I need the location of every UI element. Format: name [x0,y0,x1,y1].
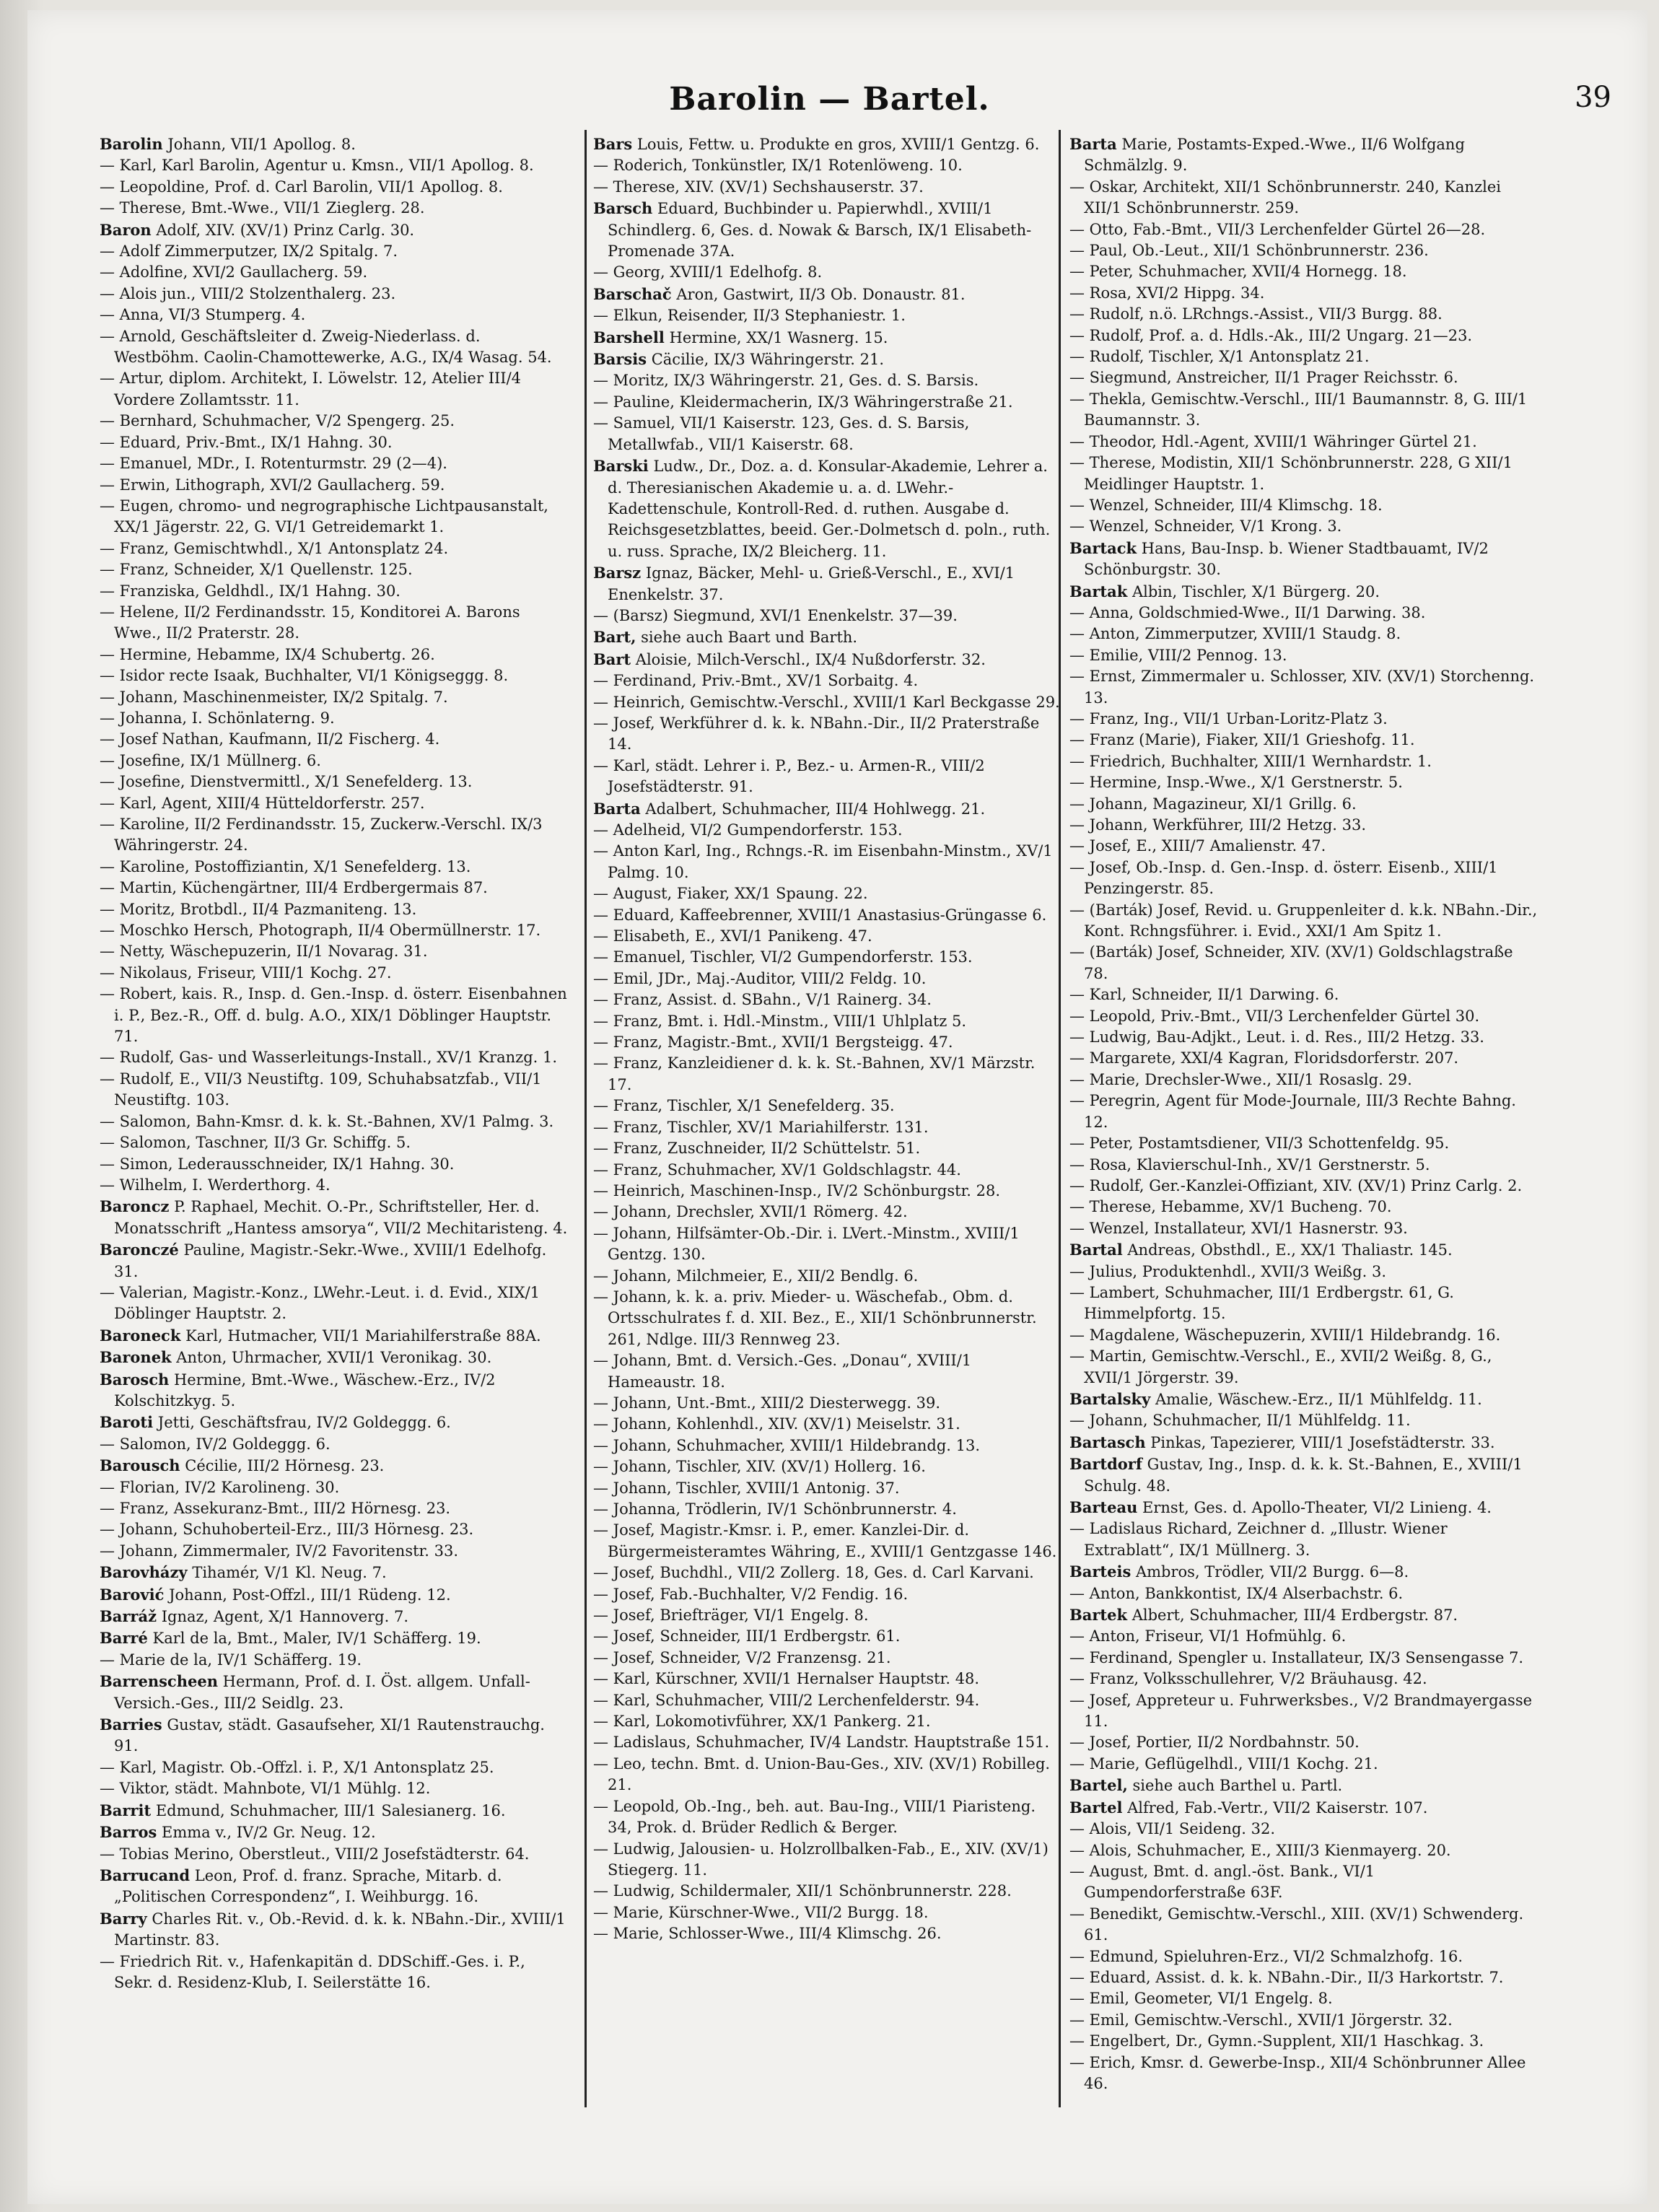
directory-entry: — Therese, Hebamme, XV/1 Bucheng. 70. [1069,1198,1392,1216]
directory-entry: — Karl, Schuhmacher, VIII/2 Lerchenfelderstr. 94. [593,1691,980,1709]
directory-entry: — Anton, Bankkontist, IX/4 Alserbachstr. 6. [1069,1584,1404,1602]
directory-entry: Bartak Albin, Tischler, X/1 Bürgerg. 20. [1069,582,1380,600]
directory-entry: — Johann, Tischler, XIV. (XV/1) Hollerg. 16. [593,1458,926,1476]
directory-entry: — Johann, Hilfsämter-Ob.-Dir. i. LVert.-Minstm., XVIII/1 Gentzg. 130. [593,1224,1020,1264]
directory-entry: Barosch Hermine, Bmt.-Wwe., Wäschew.-Erz., IV/2 Kolschitzkyg. 5. [100,1370,496,1409]
directory-entry: — Oskar, Architekt, XII/1 Schönbrunnerstr. 240, Kanzlei XII/1 Schönbrunnerstr. 259. [1069,178,1501,217]
directory-entry: — Anna, VI/3 Stumperg. 4. [100,306,306,324]
directory-entry: — Emilie, VIII/2 Pennog. 13. [1069,646,1287,664]
directory-entry: — Johann, k. k. a. priv. Mieder- u. Wäschefab., Obm. d. Ortsschulrates f. d. XII. Bez., E., XII/1 Schönbrunnerstr. 261, Ndlge. III/3 Rennweg 23. [593,1288,1037,1348]
directory-entry: Barsz Ignaz, Bäcker, Mehl- u. Grieß-Verschl., E., XVI/1 Enenkelstr. 37. [593,564,1015,603]
directory-column-3 [1069,134,1538,2111]
directory-entry: — Karl, Karl Barolin, Agentur u. Kmsn., VII/1 Apollog. 8. [100,157,534,175]
directory-entry: — Josef, E., XIII/7 Amalienstr. 47. [1069,837,1326,855]
directory-entry: Barráž Ignaz, Agent, X/1 Hannoverg. 7. [100,1607,409,1626]
directory-entry: — Margarete, XXI/4 Kagran, Floridsdorferstr. 207. [1069,1049,1459,1067]
directory-entry: — Karl, Magistr. Ob.-Offzl. i. P., X/1 Antonsplatz 25. [100,1758,494,1776]
directory-column-2 [593,134,1062,2111]
running-title: Barolin — Bartel. [669,81,990,118]
directory-entry: Bartack Hans, Bau-Insp. b. Wiener Stadtbauamt, IV/2 Schönburgstr. 30. [1069,538,1489,579]
directory-entry: — Theodor, Hdl.-Agent, XVIII/1 Währinger Gürtel 21. [1069,432,1477,450]
directory-entry: Barović Johann, Post-Offzl., III/1 Rüdeng. 12. [100,1585,451,1604]
directory-entry: Barrenscheen Hermann, Prof. d. I. Öst. allgem. Unfall-Versich.-Ges., III/2 Seidlg. 23. [100,1672,530,1712]
directory-entry: — Emanuel, Tischler, VI/2 Gumpendorferstr. 153. [593,948,973,966]
directory-entry: Barovházy Tihamér, V/1 Kl. Neug. 7. [100,1563,387,1582]
directory-entry: Barré Karl de la, Bmt., Maler, IV/1 Schäfferg. 19. [100,1629,481,1648]
directory-entry: — Josef, Schneider, III/1 Erdbergstr. 61. [593,1627,901,1645]
directory-entry: — Valerian, Magistr.-Konz., LWehr.-Leut. i. d. Evid., XIX/1 Döblinger Hauptstr. 2. [100,1283,540,1323]
directory-entry: — Josef, Werkführer d. k. k. NBahn.-Dir., II/2 Praterstraße 14. [593,714,1040,753]
directory-entry: — Adelheid, VI/2 Gumpendorferstr. 153. [593,821,903,839]
directory-entry: — Josef, Schneider, V/2 Franzensg. 21. [593,1648,891,1666]
directory-entry: Bartal Andreas, Obsthdl., E., XX/1 Thaliastr. 145. [1069,1241,1453,1259]
directory-entry: Barrucand Leon, Prof. d. franz. Sprache, Mitarb. d. „Politischen Correspondenz“, I. Weihburgg. 16. [100,1866,502,1906]
directory-entry: — Johann, Tischler, XVIII/1 Antonig. 37. [593,1479,900,1497]
directory-entry: — Josef Nathan, Kaufmann, II/2 Fischerg. 4. [100,730,440,748]
directory-entry: — (Barták) Josef, Revid. u. Gruppenleiter d. k.k. NBahn.-Dir., Kont. Rchngsführer. i. Evid., XXI/1 Am Spitz 1. [1069,901,1538,940]
directory-entry: — August, Fiaker, XX/1 Spaung. 22. [593,885,868,903]
directory-entry: — Franz, Gemischtwhdl., X/1 Antonsplatz 24. [100,539,449,557]
directory-entry: — Franz, Volksschullehrer, V/2 Bräuhausg. 42. [1069,1670,1427,1688]
directory-entry: — Johanna, I. Schönlaterng. 9. [100,709,335,727]
directory-entry: — (Barsz) Siegmund, XVI/1 Enenkelstr. 37—39. [593,606,958,624]
directory-entry: — Rudolf, n.ö. LRchngs.-Assist., VII/3 Burgg. 88. [1069,305,1443,323]
directory-entry: Baronczé Pauline, Magistr.-Sekr.-Wwe., XVIII/1 Edelhofg. 31. [100,1241,547,1280]
directory-entry: — Franz (Marie), Fiaker, XII/1 Grieshofg. 11. [1069,731,1415,749]
directory-entry: — Martin, Gemischtw.-Verschl., E., XVII/2 Weißg. 8, G., XVII/1 Jörgerstr. 39. [1069,1347,1492,1386]
directory-entry: — August, Bmt. d. angl.-öst. Bank., VI/1 Gumpendorferstraße 63F. [1069,1862,1375,1902]
directory-entry: — Elkun, Reisender, II/3 Stephaniestr. 1. [593,307,906,325]
directory-entry: — Franz, Ing., VII/1 Urban-Loritz-Platz 3. [1069,709,1388,727]
directory-entry: — Franz, Tischler, X/1 Senefelderg. 35. [593,1097,895,1115]
directory-entry: — Robert, kais. R., Insp. d. Gen.-Insp. d. österr. Eisenbahnen i. P., Bez.-R., Off. d. bulg. A.O., XIX/1 Döblinger Hauptstr. 71. [100,985,567,1046]
directory-entry: — Paul, Ob.-Leut., XII/1 Schönbrunnerstr. 236. [1069,242,1429,260]
directory-entry: — Franz, Assekuranz-Bmt., III/2 Hörnesg. 23. [100,1500,451,1517]
directory-entry: Barsch Eduard, Buchbinder u. Papierwhdl., XVIII/1 Schindlerg. 6, Ges. d. Nowak & Barsch, IX/1 Elisabeth-Promenade 37A. [593,199,1032,261]
directory-entry: — Marie de la, IV/1 Schäfferg. 19. [100,1651,362,1669]
directory-entry: — Johann, Schuhmacher, II/1 Mühlfeldg. 11. [1069,1412,1411,1430]
directory-entry: — Samuel, VII/1 Kaiserstr. 123, Ges. d. S. Barsis, Metallwfab., VII/1 Kaiserstr. 68. [593,414,970,453]
directory-entry: — Ludwig, Jalousien- u. Holzrollbalken-Fab., E., XIV. (XV/1) Stiegerg. 11. [593,1840,1049,1879]
directory-entry: — Wilhelm, I. Werderthorg. 4. [100,1176,331,1194]
directory-entry: — Nikolaus, Friseur, VIII/1 Kochg. 27. [100,963,392,982]
directory-entry: — Franz, Schneider, X/1 Quellenstr. 125. [100,561,413,579]
directory-entry: — Magdalene, Wäschepuzerin, XVIII/1 Hildebrandg. 16. [1069,1326,1501,1344]
directory-entry: — Franz, Schuhmacher, XV/1 Goldschlagstr. 44. [593,1160,961,1179]
directory-entry: Bart Aloisie, Milch-Verschl., IX/4 Nußdorferstr. 32. [593,650,986,668]
directory-entry: — Marie, Schlosser-Wwe., III/4 Klimschg. 26. [593,1925,942,1943]
directory-entry: — Rudolf, Ger.-Kanzlei-Offiziant, XIV. (XV/1) Prinz Carlg. 2. [1069,1176,1523,1194]
directory-entry: — Johann, Schuhmacher, XVIII/1 Hildebrandg. 13. [593,1436,981,1454]
directory-entry: — Julius, Produktenhdl., XVII/3 Weißg. 3. [1069,1262,1387,1280]
directory-entry: Baronek Anton, Uhrmacher, XVII/1 Veronikag. 30. [100,1348,492,1367]
directory-entry: — Therese, Bmt.-Wwe., VII/1 Zieglerg. 28. [100,199,425,217]
directory-entry: — Alois, Schuhmacher, E., XIII/3 Kienmayerg. 20. [1069,1841,1451,1859]
directory-entry: — Salomon, IV/2 Goldeggg. 6. [100,1435,331,1453]
directory-entry: — Leopold, Priv.-Bmt., VII/3 Lerchenfelder Gürtel 30. [1069,1007,1480,1025]
directory-entry: — Emanuel, MDr., I. Rotenturmstr. 29 (2—4). [100,455,447,473]
directory-entry: — Ferdinand, Spengler u. Installateur, IX/3 Sensengasse 7. [1069,1648,1524,1666]
directory-entry: — Florian, IV/2 Karolineng. 30. [100,1478,340,1496]
directory-entry: Barteis Ambros, Trödler, VII/2 Burgg. 6—8. [1069,1562,1409,1581]
directory-entry: — Wenzel, Installateur, XVI/1 Hasnerstr. 93. [1069,1219,1408,1237]
page-header [0,81,1659,124]
directory-entry: — Ludwig, Bau-Adjkt., Leut. i. d. Res., III/2 Hetzg. 33. [1069,1028,1484,1046]
directory-entry: Baroneck Karl, Hutmacher, VII/1 Mariahilferstraße 88A. [100,1326,541,1345]
directory-entry: — Viktor, städt. Mahnbote, VI/1 Mühlg. 12. [100,1780,431,1798]
directory-entry: — Moritz, IX/3 Währingerstr. 21, Ges. d. S. Barsis. [593,372,979,390]
directory-entry: — Johann, Milchmeier, E., XII/2 Bendlg. 6. [593,1267,919,1285]
directory-entry: — Josef, Buchdhl., VII/2 Zollerg. 18, Ges. d. Carl Karvani. [593,1564,1034,1582]
directory-entry: Barolin Johann, VII/1 Apollog. 8. [100,135,356,153]
directory-entry: — Ludwig, Schildermaler, XII/1 Schönbrunnerstr. 228. [593,1882,1012,1900]
directory-entry: — Johann, Bmt. d. Versich.-Ges. „Donau“, XVIII/1 Hameaustr. 18. [593,1352,972,1391]
directory-entry: — Salomon, Taschner, II/3 Gr. Schiffg. 5. [100,1134,411,1152]
directory-entry: — Karoline, Postoffiziantin, X/1 Senefelderg. 13. [100,857,471,875]
directory-entry: — Roderich, Tonkünstler, IX/1 Rotenlöweng. 10. [593,157,963,175]
directory-entry: — Anna, Goldschmied-Wwe., II/1 Darwing. 38. [1069,603,1426,621]
directory-entry: — Wenzel, Schneider, V/1 Krong. 3. [1069,517,1342,535]
directory-entry: — Karl, Lokomotivführer, XX/1 Pankerg. 21. [593,1713,931,1731]
directory-entry: — Isidor recte Isaak, Buchhalter, VI/1 Königseggg. 8. [100,667,509,685]
directory-entry: — Ferdinand, Priv.-Bmt., XV/1 Sorbaitg. 4. [593,672,919,690]
directory-entry: — Josef, Fab.-Buchhalter, V/2 Fendig. 16. [593,1585,909,1603]
directory-entry: — Eduard, Priv.-Bmt., IX/1 Hahng. 30. [100,433,393,451]
directory-entry: — Johann, Drechsler, XVII/1 Römerg. 42. [593,1203,908,1221]
directory-entry: — Salomon, Bahn-Kmsr. d. k. k. St.-Bahnen, XV/1 Palmg. 3. [100,1112,554,1130]
directory-entry: — Wenzel, Schneider, III/4 Klimschg. 18. [1069,496,1383,514]
directory-entry: — Josef, Magistr.-Kmsr. i. P., emer. Kanzlei-Dir. d. Bürgermeisteramtes Währing, E., XVIII/1 Gentzgasse 146. [593,1521,1057,1560]
directory-entry: — Emil, Gemischtw.-Verschl., XVII/1 Jörgerstr. 32. [1069,2011,1453,2029]
directory-entry: — Ernst, Zimmermaler u. Schlosser, XIV. (XV/1) Storchenng. 13. [1069,668,1535,707]
directory-column-1 [100,134,569,2111]
directory-entry: — Eugen, chromo- und negrographische Lichtpausanstalt, XX/1 Jägerstr. 22, G. VI/1 Getreidemarkt 1. [100,497,548,536]
directory-entry: — Johann, Unt.-Bmt., XIII/2 Diesterwegg. 39. [593,1394,941,1412]
directory-entry: — Franz, Bmt. i. Hdl.-Minstm., VIII/1 Uhlplatz 5. [593,1012,967,1030]
directory-entry: — Moritz, Brotbdl., II/4 Pazmaniteng. 13. [100,900,417,918]
directory-entry: — Josef, Appreteur u. Fuhrwerksbes., V/2 Brandmayergasse 11. [1069,1691,1533,1731]
directory-entry: Bars Louis, Fettw. u. Produkte en gros, XVIII/1 Gentzg. 6. [593,135,1040,153]
directory-entry: — Netty, Wäschepuzerin, II/1 Novarag. 31. [100,943,428,961]
directory-entry: — Johann, Maschinenmeister, IX/2 Spitalg. 7. [100,688,448,706]
directory-entry: — Anton Karl, Ing., Rchngs.-R. im Eisenbahn-Minstm., XV/1 Palmg. 10. [593,842,1053,881]
directory-entry: — Erwin, Lithograph, XVI/2 Gaullacherg. 59. [100,476,445,494]
directory-entry: — Pauline, Kleidermacherin, IX/3 Währingerstraße 21. [593,393,1013,411]
directory-entry: Barries Gustav, städt. Gasaufseher, XI/1 Rautenstrauchg. 91. [100,1715,545,1755]
directory-entry: — Artur, diplom. Architekt, I. Löwelstr. 12, Atelier III/4 Vordere Zollamtsstr. 11. [100,370,522,408]
directory-entry: — Ladislaus Richard, Zeichner d. „Illustr. Wiener Extrablatt“, IX/1 Müllnerg. 3. [1069,1520,1448,1559]
directory-entry: — Edmund, Spieluhren-Erz., VI/2 Schmalzhofg. 16. [1069,1947,1463,1965]
directory-entry: — Johann, Werkführer, III/2 Hetzg. 33. [1069,816,1367,834]
directory-entry: — Simon, Lederausschneider, IX/1 Hahng. 30. [100,1155,455,1173]
directory-entry: — Engelbert, Dr., Gymn.-Supplent, XII/1 Haschkag. 3. [1069,2032,1484,2050]
directory-entry: — Ladislaus, Schuhmacher, IV/4 Landstr. Hauptstraße 151. [593,1734,1050,1752]
directory-entry: — Heinrich, Gemischtw.-Verschl., XVIII/1 Karl Beckgasse 29. [593,693,1060,711]
directory-entry: — Benedikt, Gemischtw.-Verschl., XIII. (XV/1) Schwenderg. 61. [1069,1905,1524,1944]
directory-entry: — Karl, Schneider, II/1 Darwing. 6. [1069,986,1339,1004]
directory-entry: Barshell Hermine, XX/1 Wasnerg. 15. [593,328,888,346]
directory-entry: Barros Emma v., IV/2 Gr. Neug. 12. [100,1823,376,1842]
directory-entry: Barry Charles Rit. v., Ob.-Revid. d. k. k. NBahn.-Dir., XVIII/1 Martinstr. 83. [100,1909,566,1949]
directory-entry: — Johann, Kohlenhdl., XIV. (XV/1) Meiselstr. 31. [593,1415,960,1433]
directory-entry: — Rosa, XVI/2 Hippg. 34. [1069,284,1265,302]
directory-entry: — Karl, Agent, XIII/4 Hütteldorferstr. 257. [100,794,425,812]
directory-entry: — Franziska, Geldhdl., IX/1 Hahng. 30. [100,582,400,600]
directory-entry: — Friedrich, Buchhalter, XIII/1 Wernhardstr. 1. [1069,752,1432,770]
directory-entry: — Siegmund, Anstreicher, II/1 Prager Reichsstr. 6. [1069,369,1458,387]
directory-entry: — (Barták) Josef, Schneider, XIV. (XV/1) Goldschlagstraße 78. [1069,943,1513,982]
directory-entry: — Josef, Ob.-Insp. d. Gen.-Insp. d. österr. Eisenb., XIII/1 Penzingerstr. 85. [1069,858,1498,898]
page-number: 39 [1575,81,1611,114]
directory-entry: — Emil, JDr., Maj.-Auditor, VIII/2 Feldg. 10. [593,969,927,987]
directory-entry: — Hermine, Hebamme, IX/4 Schubertg. 26. [100,645,435,663]
directory-entry: — Helene, II/2 Ferdinandsstr. 15, Konditorei A. Barons Wwe., II/2 Praterstr. 28. [100,603,520,642]
directory-entry: — Leo, techn. Bmt. d. Union-Bau-Ges., XIV. (XV/1) Robilleg. 21. [593,1754,1051,1794]
directory-entry: — Friedrich Rit. v., Hafenkapitän d. DDSchiff.-Ges. i. P., Sekr. d. Residenz-Klub, I. Seilerstätte 16. [100,1952,525,1991]
directory-entry: — Elisabeth, E., XVI/1 Panikeng. 47. [593,927,872,945]
directory-entry: — Eduard, Kaffeebrenner, XVIII/1 Anastasius-Grüngasse 6. [593,906,1047,924]
directory-entry: — Johann, Schuhoberteil-Erz., III/3 Hörnesg. 23. [100,1521,474,1539]
directory-entry: Baroti Jetti, Geschäftsfrau, IV/2 Goldeggg. 6. [100,1413,451,1432]
directory-entry: — Alois, VII/1 Seideng. 32. [1069,1820,1276,1838]
directory-entry: — Josef, Briefträger, VI/1 Engelg. 8. [593,1606,869,1625]
directory-entry: Bartdorf Gustav, Ing., Insp. d. k. k. St.-Bahnen, E., XVIII/1 Schulg. 48. [1069,1455,1523,1495]
directory-entry: Bartalsky Amalie, Wäschew.-Erz., II/1 Mühlfeldg. 11. [1069,1389,1482,1408]
directory-entry: — Josef, Portier, II/2 Nordbahnstr. 50. [1069,1734,1360,1752]
directory-entry: Bartasch Pinkas, Tapezierer, VIII/1 Josefstädterstr. 33. [1069,1433,1495,1451]
directory-entry: — Martin, Küchengärtner, III/4 Erdbergermais 87. [100,879,488,897]
directory-entry: — Marie, Drechsler-Wwe., XII/1 Rosaslg. 29. [1069,1070,1412,1088]
directory-entry: Barski Ludw., Dr., Doz. a. d. Konsular-Akademie, Lehrer a. d. Theresianischen Akademie u. a. d. LWehr.-Kadettenschule, Kontroll-Red. d. ruthen. Ausgabe d. Reichsgesetzblattes, beeid. Ger.-Dolmetsch d. poln., ruth. u. russ. Sprache, IX/2 Bleicherg. 11. [593,457,1051,560]
directory-entry: Barsis Cäcilie, IX/3 Währingerstr. 21. [593,350,885,369]
directory-entry: — Franz, Magistr.-Bmt., XVII/1 Bergsteigg. 47. [593,1033,953,1052]
directory-entry: — Thekla, Gemischtw.-Verschl., III/1 Baumannstr. 8, G. III/1 Baumannstr. 3. [1069,390,1528,429]
directory-entry: — Josefine, Dienstvermittl., X/1 Senefelderg. 13. [100,773,473,791]
directory-entry: — Leopold, Ob.-Ing., beh. aut. Bau-Ing., VIII/1 Piaristeng. 34, Prok. d. Brüder Redlich & Berger. [593,1797,1036,1837]
directory-entry: — Marie, Kürschner-Wwe., VII/2 Burgg. 18. [593,1903,929,1921]
directory-entry: — Hermine, Insp.-Wwe., X/1 Gerstnerstr. 5. [1069,774,1403,792]
directory-entry: — Rudolf, Tischler, X/1 Antonsplatz 21. [1069,348,1370,366]
column-divider [585,130,587,2107]
directory-entry: Bartel, siehe auch Barthel u. Partl. [1069,1776,1343,1795]
directory-entry: — Josefine, IX/1 Müllnerg. 6. [100,751,321,769]
directory-entry: — Rudolf, Gas- und Wasserleitungs-Install., XV/1 Kranzg. 1. [100,1049,558,1067]
directory-entry: Barschač Aron, Gastwirt, II/3 Ob. Donaustr. 81. [593,284,966,303]
directory-entry: — Georg, XVIII/1 Edelhofg. 8. [593,263,823,281]
directory-entry: — Anton, Friseur, VI/1 Hofmühlg. 6. [1069,1627,1347,1645]
directory-entry: — Peregrin, Agent für Mode-Journale, III/3 Rechte Bahng. 12. [1069,1092,1516,1131]
directory-entry: — Johann, Magazineur, XI/1 Grillg. 6. [1069,795,1357,813]
directory-entry: — Emil, Geometer, VI/1 Engelg. 8. [1069,1990,1333,2008]
directory-entry: — Lambert, Schuhmacher, III/1 Erdbergstr. 61, G. Himmelpfortg. 15. [1069,1283,1454,1323]
directory-entry: Barta Adalbert, Schuhmacher, III/4 Hohlwegg. 21. [593,799,986,818]
directory-entry: Baron Adolf, XIV. (XV/1) Prinz Carlg. 30. [100,220,415,239]
directory-entry: — Marie, Geflügelhdl., VIII/1 Kochg. 21. [1069,1754,1378,1772]
directory-entry: — Tobias Merino, Oberstleut., VIII/2 Josefstädterstr. 64. [100,1845,530,1863]
directory-entry: — Peter, Postamtsdiener, VII/3 Schottenfeldg. 95. [1069,1135,1450,1153]
directory-entry: — Therese, XIV. (XV/1) Sechshauserstr. 37. [593,178,924,196]
directory-entry: — Adolf Zimmerputzer, IX/2 Spitalg. 7. [100,242,398,261]
directory-entry: Barrit Edmund, Schuhmacher, III/1 Salesianerg. 16. [100,1801,506,1819]
directory-entry: — Arnold, Geschäftsleiter d. Zweig-Niederlass. d. Westböhm. Caolin-Chamottewerke, A.G., IX/4 Wasag. 54. [100,327,552,367]
directory-entry: — Adolfine, XVI/2 Gaullacherg. 59. [100,263,368,281]
directory-entry: — Erich, Kmsr. d. Gewerbe-Insp., XII/4 Schönbrunner Allee 46. [1069,2053,1526,2092]
directory-entry: — Franz, Assist. d. SBahn., V/1 Rainerg. 34. [593,991,932,1009]
directory-entry: — Leopoldine, Prof. d. Carl Barolin, VII/1 Apollog. 8. [100,178,503,196]
directory-entry: — Karoline, II/2 Ferdinandsstr. 15, Zuckerw.-Verschl. IX/3 Währingerstr. 24. [100,816,543,854]
directory-entry: — Eduard, Assist. d. k. k. NBahn.-Dir., II/3 Harkortstr. 7. [1069,1968,1504,1986]
directory-entry: — Heinrich, Maschinen-Insp., IV/2 Schönburgstr. 28. [593,1181,1001,1199]
directory-entry: Bartel Alfred, Fab.-Vertr., VII/2 Kaiserstr. 107. [1069,1798,1428,1817]
directory-entry: Barteau Ernst, Ges. d. Apollo-Theater, VI/2 Linieng. 4. [1069,1498,1492,1516]
directory-entry: — Alois jun., VIII/2 Stolzenthalerg. 23. [100,284,396,302]
directory-entry: — Moschko Hersch, Photograph, II/4 Obermüllnerstr. 17. [100,922,541,940]
directory-entry: — Rudolf, E., VII/3 Neustiftg. 109, Schuhabsatzfab., VII/1 Neustiftg. 103. [100,1070,542,1109]
directory-entry: — Franz, Kanzleidiener d. k. k. St.-Bahnen, XV/1 Märzstr. 17. [593,1054,1036,1093]
directory-entry: — Therese, Modistin, XII/1 Schönbrunnerstr. 228, G XII/1 Meidlinger Hauptstr. 1. [1069,454,1513,493]
directory-entry: Baroncz P. Raphael, Mechit. O.-Pr., Schriftsteller, Her. d. Monatsschrift „Hantess amsorya“, VII/2 Mechitaristeng. 4. [100,1197,568,1237]
directory-entry: Bart, siehe auch Baart und Barth. [593,628,858,647]
directory-entry: — Karl, Kürschner, XVII/1 Hernalser Hauptstr. 48. [593,1670,980,1688]
directory-entry: Bartek Albert, Schuhmacher, III/4 Erdbergstr. 87. [1069,1606,1458,1625]
directory-entry: — Karl, städt. Lehrer i. P., Bez.- u. Armen-R., VIII/2 Josefstädterstr. 91. [593,756,985,796]
directory-entry: — Anton, Zimmerputzer, XVIII/1 Staudg. 8. [1069,625,1401,643]
directory-entry: — Johann, Zimmermaler, IV/2 Favoritenstr. 33. [100,1542,459,1560]
directory-entry: — Rudolf, Prof. a. d. Hdls.-Ak., III/2 Ungarg. 21—23. [1069,326,1473,344]
directory-entry: — Franz, Tischler, XV/1 Mariahilferstr. 131. [593,1118,929,1136]
directory-entry: — Franz, Zuschneider, II/2 Schüttelstr. 51. [593,1140,921,1158]
directory-entry: — Bernhard, Schuhmacher, V/2 Spengerg. 25. [100,412,455,430]
directory-entry: Barousch Cécilie, III/2 Hörnesg. 23. [100,1456,385,1475]
directory-entry: — Johanna, Trödlerin, IV/1 Schönbrunnerstr. 4. [593,1500,957,1518]
directory-entry: — Otto, Fab.-Bmt., VII/3 Lerchenfelder Gürtel 26—28. [1069,220,1486,238]
directory-entry: — Peter, Schuhmacher, XVII/4 Hornegg. 18. [1069,263,1407,281]
directory-entry: Barta Marie, Postamts-Exped.-Wwe., II/6 Wolfgang Schmälzlg. 9. [1069,135,1465,175]
directory-entry: — Rosa, Klavierschul-Inh., XV/1 Gerstnerstr. 5. [1069,1155,1430,1173]
